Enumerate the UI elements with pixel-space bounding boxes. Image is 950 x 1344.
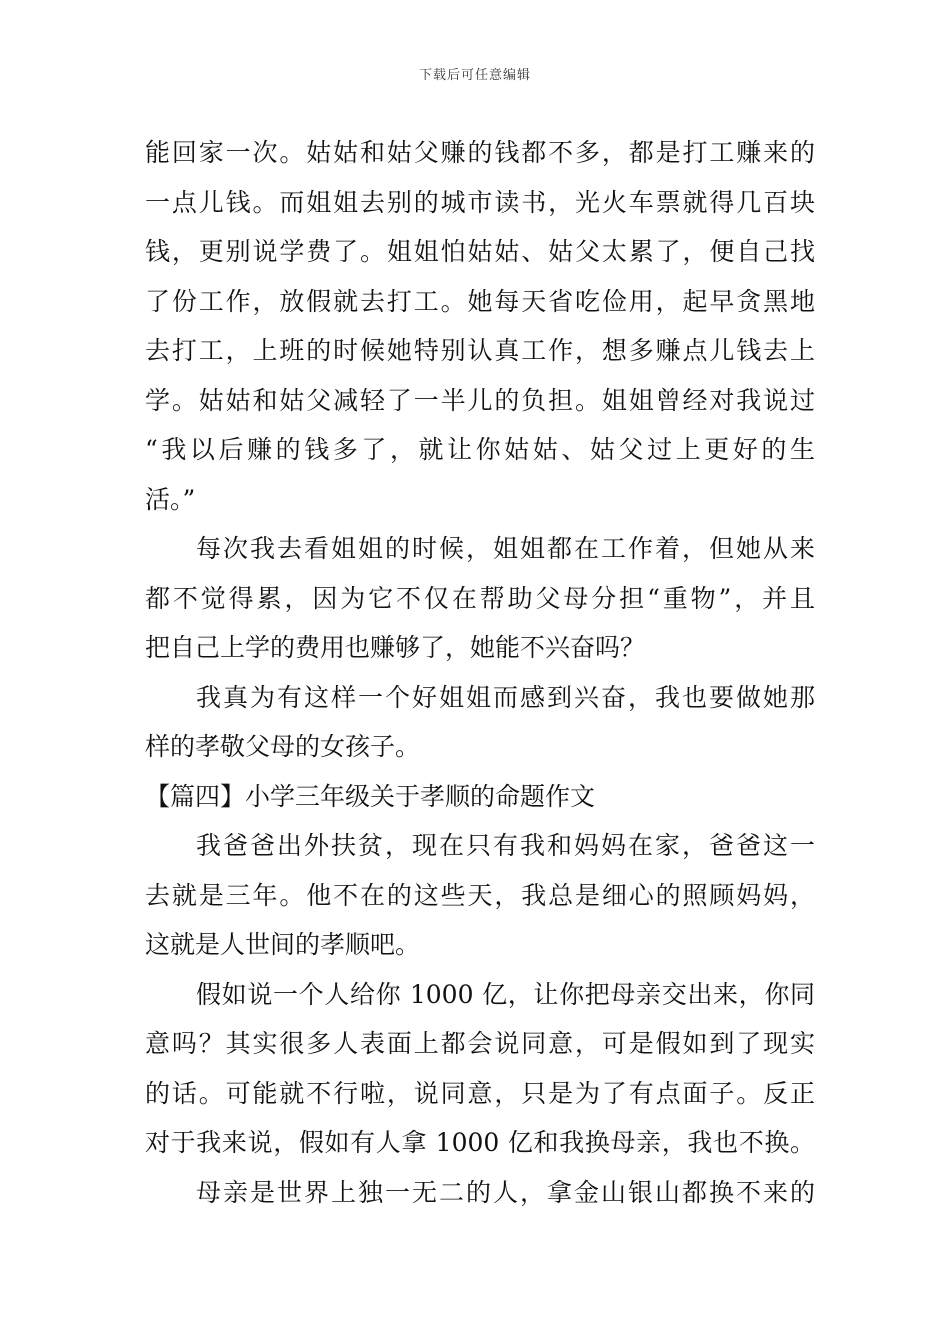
text-line: 样的孝敬父母的女孩子。 — [145, 732, 421, 761]
text-line: 去就是三年。他不在的这些天，我总是细心的照顾妈妈， — [145, 880, 815, 910]
paragraph — [145, 673, 815, 772]
text-line: 学。姑姑和姑父减轻了一半儿的负担。姐姐曾经对我说过 — [145, 385, 815, 415]
paragraph — [145, 1168, 815, 1218]
text-line: 意吗？其实很多人表面上都会说同意，可是假如到了现实 — [145, 1029, 815, 1058]
text-line: 假如说一个人给你 1000 亿，让你把母亲交出来，你同 — [196, 979, 815, 1009]
text-line: 活。” — [145, 484, 196, 514]
text-line: 我爸爸出外扶贫，现在只有我和妈妈在家，爸爸这一 — [196, 831, 815, 860]
text-line: 都不觉得累，因为它不仅在帮助父母分担“重物”，并且 — [145, 583, 815, 613]
text-line: 的话。可能就不行啦，说同意，只是为了有点面子。反正 — [145, 1078, 815, 1108]
paragraph — [145, 970, 815, 1168]
text-line: 把自己上学的费用也赚够了，她能不兴奋吗？ — [145, 633, 646, 662]
text-line: 母亲是世界上独一无二的人，拿金山银山都换不来的 — [196, 1177, 815, 1207]
text-line: 能回家一次。姑姑和姑父赚的钱都不多，都是打工赚来的 — [145, 138, 815, 167]
text-line: “我以后赚的钱多了，就让你姑姑、姑父过上更好的生 — [145, 435, 815, 464]
section-heading — [145, 772, 815, 822]
text-line: 钱，更别说学费了。姐姐怕姑姑、姑父太累了，便自己找 — [145, 237, 815, 266]
document-body — [145, 128, 815, 1217]
text-line: 这就是人世间的孝顺吧。 — [145, 930, 421, 959]
heading-text: 【篇四】小学三年级关于孝顺的命题作文 — [145, 781, 596, 811]
text-line: 去打工，上班的时候她特别认真工作，想多赚点儿钱去上 — [145, 336, 815, 365]
paragraph — [145, 128, 815, 524]
text-line: 每次我去看姐姐的时候，姐姐都在工作着，但她从来 — [196, 534, 815, 563]
text-line: 对于我来说，假如有人拿 1000 亿和我换母亲，我也不换。 — [145, 1128, 815, 1157]
text-line: 一点儿钱。而姐姐去别的城市读书，光火车票就得几百块 — [145, 187, 815, 217]
paragraph — [145, 821, 815, 970]
text-line: 我真为有这样一个好姐姐而感到兴奋，我也要做她那 — [196, 682, 815, 712]
paragraph — [145, 524, 815, 673]
page-header — [0, 64, 950, 83]
header-text: 下载后可任意编辑 — [418, 68, 531, 83]
text-line: 了份工作，放假就去打工。她每天省吃俭用，起早贪黑地 — [145, 286, 815, 316]
